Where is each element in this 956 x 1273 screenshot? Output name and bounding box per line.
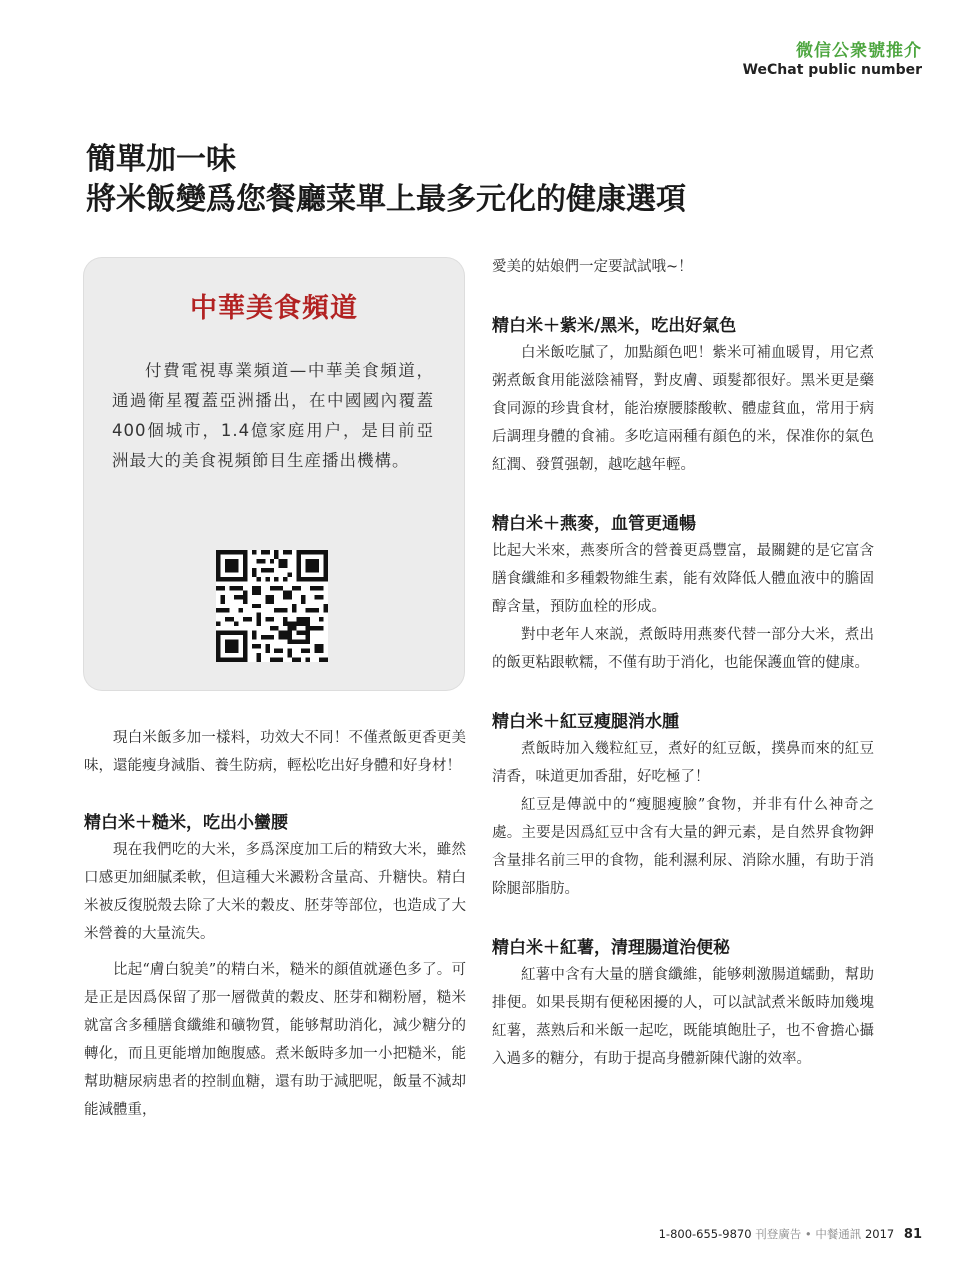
section-brown-rice-p2: 比起“膚白貌美”的精白米，糙米的顔值就遜色多了。可是正是因爲保留了那一層微黄的穀皮、胚芽和糊粉層，糙米就富含多種膳食纖維和礦物質，能够幫助消化，減少糖分的轉化，而且更能增加飽腹感。煮米飯時多加一小把糙米，能幫助糖尿病患者的控制血糖，還有助于減肥呢，飯量不減却能減體重， [84, 962, 466, 1118]
footer-publication: 刊登廣告 • 中餐通訊 [755, 1227, 862, 1241]
section-purple-rice-heading: 精白米＋紫米/黑米，吃出好氣色 [492, 316, 737, 336]
section-red-bean-p2: 紅豆是傳説中的“瘦腿瘦臉”食物，并非有什么神奇之處。主要是因爲紅豆中含有大量的鉀元素，是自然界食物鉀含量排名前三甲的食物，能利濕利尿、消除水腫，有助于消除腿部脂肪。 [492, 797, 874, 897]
page-footer [659, 1226, 922, 1242]
section-red-bean-p1: 煮飯時加入幾粒紅豆，煮好的紅豆飯，撲鼻而來的紅豆清香，味道更加香甜，好吃極了！ [492, 741, 874, 785]
section-oats-p2: 對中老年人來説，煮飯時用燕麥代替一部分大米，煮出的飯更粘跟軟糯，不僅有助于消化，也能保護血管的健康。 [492, 627, 874, 671]
section-purple-rice-p1: 白米飯吃膩了，加點顔色吧！紫米可補血暖胃，用它煮粥煮飯食用能滋陰補腎，對皮膚、頭髮都很好。黑米更是藥食同源的珍貴食材，能治療腰膝酸軟、體虚貧血，常用于病后調理身體的食補。多吃這兩種有顔色的米，保准你的氣色紅潤、發質强韌，越吃越年輕。 [492, 345, 874, 473]
continued-paragraph: 愛美的姑娘們一定要試試哦~！ [492, 259, 693, 275]
infobox-title: 中華美食頻道 [190, 293, 358, 324]
section-brown-rice-heading: 精白米＋糙米，吃出小蠻腰 [84, 813, 288, 833]
channel-info-box [84, 258, 464, 690]
section-oats-heading: 精白米＋燕麥，血管更通暢 [492, 514, 696, 534]
section-oats-p1: 比起大米來，燕麥所含的營養更爲豐富，最關鍵的是它富含膳食纖維和多種穀物維生素，能有效降低人體血液中的膽固醇含量，預防血栓的形成。 [492, 543, 874, 615]
intro-paragraph: 現白米飯多加一樣料，功效大不同！不僅煮飯更香更美味，還能瘦身減脂、養生防病，輕松吃出好身體和好身材！ [84, 730, 466, 774]
footer-phone: 1-800-655-9870 [658, 1227, 752, 1241]
header-wechat-en: WeChat public number [742, 62, 922, 78]
right-column [492, 253, 874, 1073]
section-brown-rice-p1: 現在我們吃的大米，多爲深度加工后的精致大米，雖然口感更加細膩柔軟，但這種大米澱粉含量高、升糖快。精白米被反復脱殼去除了大米的穀皮、胚芽等部位，也造成了大米營養的大量流失。 [84, 842, 466, 942]
section-sweet-potato-p1: 紅薯中含有大量的膳食纖維，能够刺激腸道蠕動，幫助排便。如果長期有便秘困擾的人，可以試試煮米飯時加幾塊紅薯，蒸熟后和米飯一起吃，既能填飽肚子，也不會擔心攝入過多的糖分，有助于提高身體新陳代謝的效率。 [492, 967, 874, 1067]
article-title [86, 140, 686, 220]
left-column [84, 724, 466, 1124]
footer-year: 2017 [864, 1227, 895, 1241]
title-line-2: 將米飯變爲您餐廳菜單上最多元化的健康選項 [86, 182, 686, 217]
infobox-text: 付費電視專業頻道—中華美食頻道，通過衛星覆蓋亞洲播出，在中國國內覆蓋400個城市，1.4億家庭用户，是目前亞洲最大的美食視頻節目生産播出機構。 [112, 361, 434, 470]
section-red-bean-heading: 精白米＋紅豆瘦腿消水腫 [492, 712, 679, 732]
page-number: 81 [903, 1227, 922, 1242]
qr-code[interactable] [216, 550, 328, 662]
title-line-1: 簡單加一味 [86, 142, 236, 177]
section-sweet-potato-heading: 精白米＋紅薯，清理腸道治便秘 [492, 938, 730, 958]
header-wechat-cn: 微信公衆號推介 [796, 41, 922, 61]
